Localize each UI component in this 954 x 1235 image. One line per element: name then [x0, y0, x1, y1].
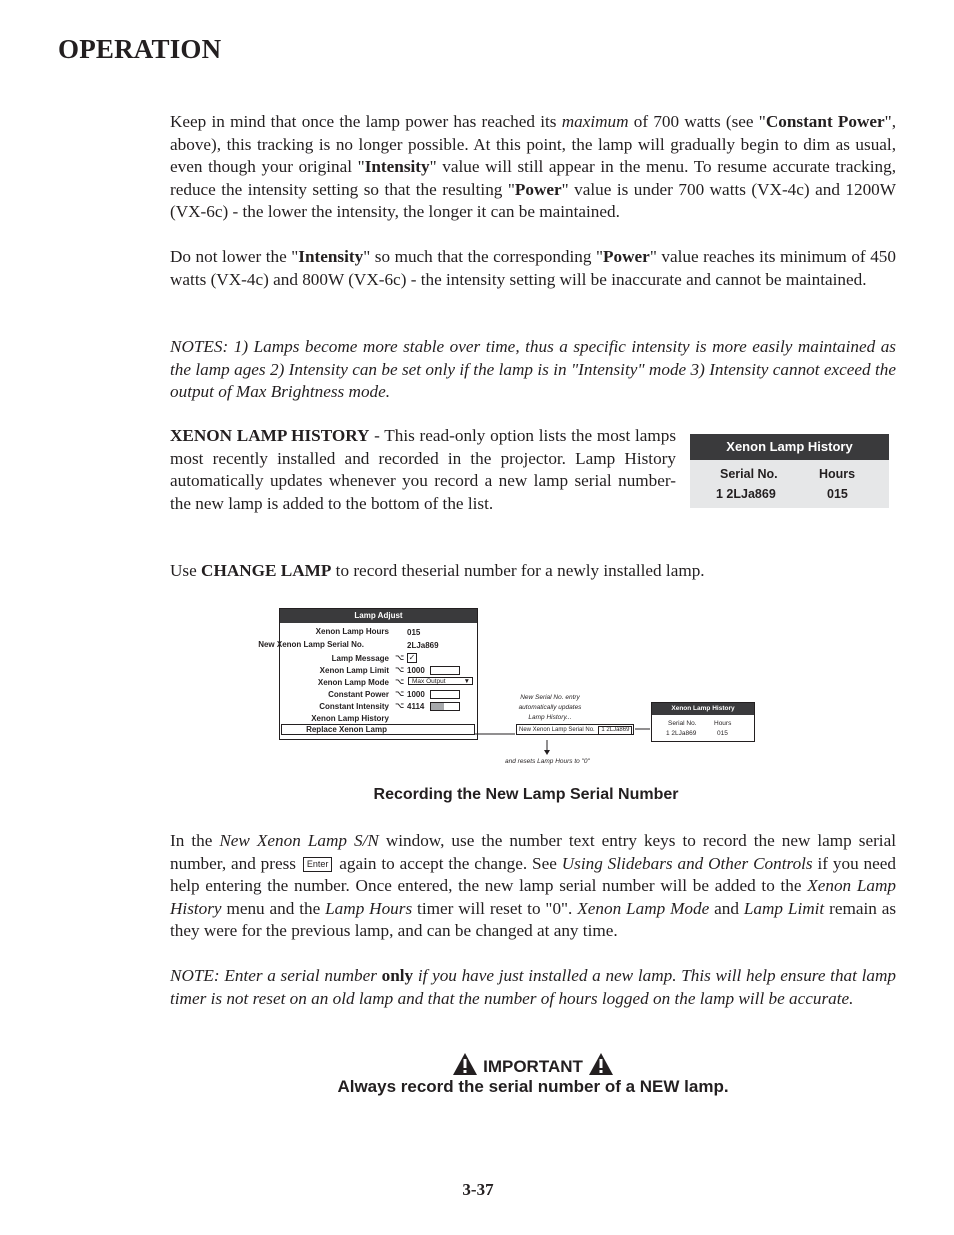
slider-fill: [431, 703, 444, 710]
figure-note-line: Lamp History...: [528, 714, 572, 721]
menu-value-new-serial: 2LJa869: [407, 641, 439, 650]
menu-label-new-serial[interactable]: New Xenon Lamp Serial No.: [258, 640, 364, 649]
key-icon: ⌥: [395, 689, 405, 698]
small-history-panel: [651, 702, 755, 742]
figure-note-line: New Serial No. entry: [520, 694, 580, 701]
important-text: Always record the serial number of a NEW lamp.: [337, 1077, 729, 1096]
warning-icon: [452, 1052, 478, 1076]
checkbox-checked-icon[interactable]: ✓: [408, 653, 416, 662]
menu-value-lamp-limit: 1000: [407, 666, 425, 675]
xenon-lamp-history-panel: [690, 434, 889, 508]
notes-paragraph: NOTES: 1) Lamps become more stable over time, thus a specific intensity is more easily maintained as the lamp ages 2) Intensity can be set only if the lamp is in "Intensity" mode 3) Intensity cannot exceed the output of Max Brightness mode.: [170, 337, 896, 402]
lamp-adjust-menu: [258, 608, 478, 740]
key-icon: ⌥: [395, 665, 405, 674]
small-history-col-hours: Hours: [714, 720, 732, 727]
arrow-down-icon: [544, 750, 550, 755]
key-icon: ⌥: [395, 677, 405, 686]
menu-value-constant-intensity: 4114: [407, 702, 425, 711]
lamp-adjust-title: Lamp Adjust: [280, 609, 477, 623]
paragraph-max-power: Keep in mind that once the lamp power has reached its maximum of 700 watts (see "Constant Power", above), this tracking is no longer possible. At this point, the lamp will gradually begin to dim as usual, even though your original "Intensity" value will still appear in the menu. To resume accurate tracking, reduce the intensity setting so that the resulting "Power" value is under 700 watts (VX-4c) and 1200W (VX-6c) - the lower the intensity, the longer it can be maintained.: [170, 112, 897, 222]
enter-key-icon: Enter: [303, 857, 333, 872]
page-heading: OPERATION: [58, 34, 222, 64]
menu-label-lamp-history[interactable]: Xenon Lamp History: [311, 714, 389, 723]
menu-value-lamp-hours: 015: [407, 628, 421, 637]
constant-power-slider[interactable]: [430, 690, 460, 699]
figure-note-line: automatically updates: [518, 704, 582, 711]
history-serial-value: 1 2LJa869: [716, 487, 776, 501]
menu-label-constant-intensity[interactable]: Constant Intensity: [319, 702, 389, 711]
history-col-serial: Serial No.: [720, 467, 778, 481]
serial-entry-value[interactable]: 1 2LJa869: [598, 726, 632, 735]
chevron-down-icon: ▼: [463, 678, 470, 685]
history-panel-title: Xenon Lamp History: [690, 434, 889, 460]
history-col-hours: Hours: [819, 467, 856, 481]
small-history-title: Xenon Lamp History: [652, 703, 754, 715]
page-number: 3-37: [462, 1180, 494, 1199]
small-history-col-serial: Serial No.: [668, 720, 697, 727]
small-history-serial: 1 2LJa869: [666, 730, 697, 737]
important-heading: [0, 1052, 954, 1077]
warning-icon: [588, 1052, 614, 1076]
history-hours-value: 015: [827, 487, 848, 501]
figure-caption: Recording the New Lamp Serial Number: [373, 786, 679, 803]
important-label: IMPORTANT: [483, 1057, 583, 1076]
constant-intensity-slider[interactable]: [430, 702, 460, 711]
lamp-limit-slider[interactable]: [430, 666, 460, 675]
serial-entry-box[interactable]: [516, 724, 634, 735]
small-history-hours: 015: [717, 730, 728, 737]
xenon-history-paragraph: XENON LAMP HISTORY - This read-only option lists the most lamps most recently installed and recorded in the projector. Lamp History automatically updates whenever you record a new lamp serial number-the new lamp is added to the bottom of the list.: [170, 426, 677, 513]
menu-label-lamp-message[interactable]: Lamp Message: [331, 654, 389, 663]
paragraph-serial-entry: In the New Xenon Lamp S/N window, use the number text entry keys to record the new lamp serial number, and press Enter again to accept the change. See Using Slidebars and Other Controls if you need help entering the number. Once entered, the new lamp serial number will be added to the Xenon Lamp History menu and the Lamp Hours timer will reset to "0". Xenon Lamp Mode and Lamp Limit remain as they were for the previous lamp, and can be changed at any time.: [170, 831, 897, 941]
serial-entry-label: New Xenon Lamp Serial No.: [519, 727, 595, 733]
menu-label-lamp-hours[interactable]: Xenon Lamp Hours: [315, 627, 389, 636]
key-icon: ⌥: [395, 653, 405, 662]
paragraph-min-intensity: Do not lower the "Intensity" so much that the corresponding "Power" value reaches its minimum of 450 watts (VX-4c) and 800W (VX-6c) - the intensity setting will be inaccurate and cannot be maintained.: [170, 247, 896, 289]
lamp-mode-dropdown[interactable]: [408, 677, 473, 685]
menu-label-replace-lamp: Replace Xenon Lamp: [306, 725, 387, 734]
menu-label-lamp-mode[interactable]: Xenon Lamp Mode: [317, 678, 389, 687]
lamp-mode-selected: Max Output: [412, 678, 446, 685]
menu-label-constant-power[interactable]: Constant Power: [328, 690, 389, 699]
figure-note-resets: and resets Lamp Hours to "0": [505, 758, 590, 765]
note-serial-only: NOTE: Enter a serial number only if you have just installed a new lamp. This will help ensure that lamp timer is not reset on an old lamp and that the number of hours logged on the lamp will be accurate.: [170, 966, 896, 1008]
replace-lamp-row[interactable]: [281, 724, 475, 735]
figure-note-serial: [510, 693, 590, 723]
change-lamp-line: Use CHANGE LAMP to record theserial number for a newly installed lamp.: [170, 561, 705, 580]
menu-value-constant-power: 1000: [407, 690, 425, 699]
menu-label-lamp-limit[interactable]: Xenon Lamp Limit: [319, 666, 389, 675]
key-icon: ⌥: [395, 701, 405, 710]
